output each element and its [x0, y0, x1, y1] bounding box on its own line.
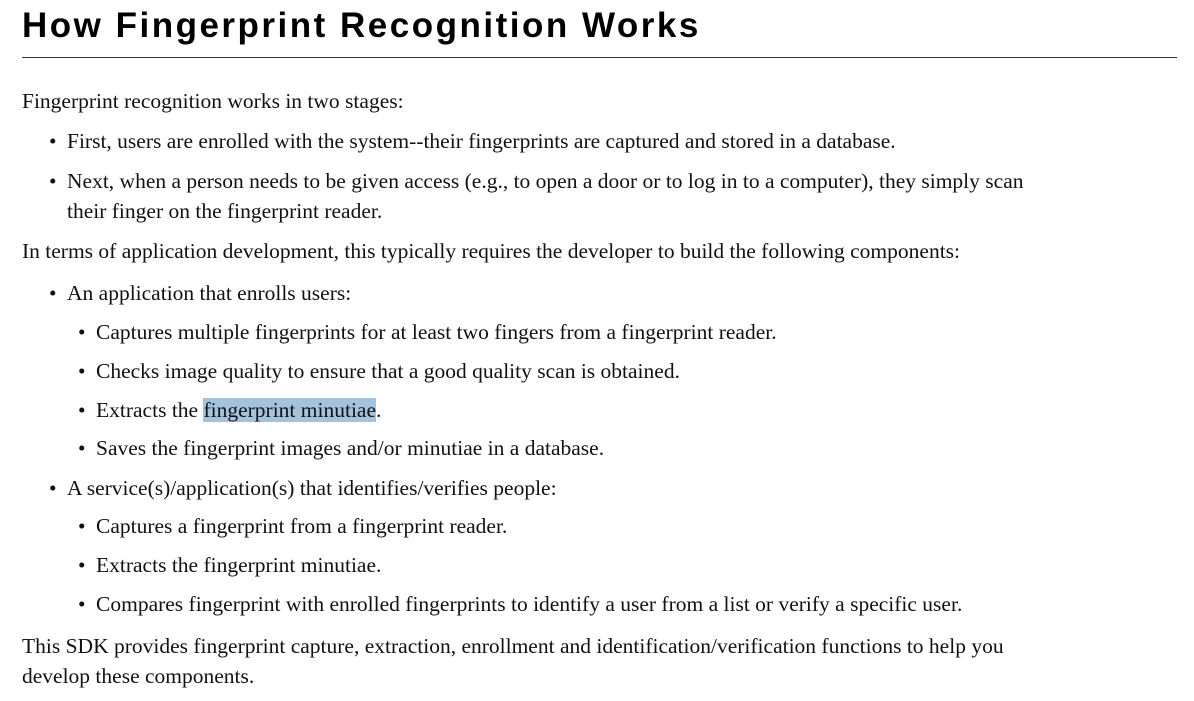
- component-enroll-app: An application that enrolls users:: [67, 281, 352, 305]
- stage-item-access-line1: Next, when a person needs to be given access (e.g., to open a door or to log in to a computer), they simply scan: [67, 169, 1024, 193]
- stage-item-enroll: First, users are enrolled with the system--their fingerprints are captured and stored in a database.: [67, 129, 896, 153]
- stage-item-access-line2: their finger on the fingerprint reader.: [67, 199, 383, 223]
- identify-subitem-extract: Extracts the fingerprint minutiae.: [96, 553, 382, 577]
- enroll-subitem-capture: Captures multiple fingerprints for at least two fingers from a fingerprint reader.: [96, 320, 777, 344]
- component-identify-service: A service(s)/application(s) that identifies/verifies people:: [67, 476, 557, 500]
- enroll-subitem-extract: [96, 395, 381, 425]
- bullet-icon: •: [78, 553, 86, 577]
- outro-text-line2: develop these components.: [22, 664, 255, 688]
- bullet-icon: •: [78, 359, 86, 383]
- enroll-subitem-quality: Checks image quality to ensure that a good quality scan is obtained.: [96, 359, 680, 383]
- title-divider: [22, 57, 1177, 58]
- enroll-subitem-save: Saves the fingerprint images and/or minutiae in a database.: [96, 436, 605, 460]
- extract-prefix-text: Extracts the: [96, 398, 204, 422]
- bullet-icon: •: [78, 592, 86, 616]
- bullet-icon: •: [49, 169, 57, 193]
- intro-text: Fingerprint recognition works in two stages:: [22, 89, 404, 113]
- bullet-icon: •: [78, 436, 86, 460]
- bullet-icon: •: [49, 476, 57, 500]
- selected-text-highlight[interactable]: fingerprint minutiae: [203, 398, 377, 422]
- page-title: How Fingerprint Recognition Works: [22, 6, 701, 45]
- bullet-icon: •: [78, 398, 86, 422]
- components-intro-text: In terms of application development, this typically requires the developer to build the following components:: [22, 239, 961, 263]
- bullet-icon: •: [49, 281, 57, 305]
- identify-subitem-capture: Captures a fingerprint from a fingerprint reader.: [96, 514, 508, 538]
- bullet-icon: •: [49, 129, 57, 153]
- extract-suffix-text: .: [376, 398, 382, 422]
- outro-text-line1: This SDK provides fingerprint capture, extraction, enrollment and identification/verification functions to help you: [22, 634, 1004, 658]
- bullet-icon: •: [78, 320, 86, 344]
- bullet-icon: •: [78, 514, 86, 538]
- identify-subitem-compare: Compares fingerprint with enrolled fingerprints to identify a user from a list or verify a specific user.: [96, 592, 963, 616]
